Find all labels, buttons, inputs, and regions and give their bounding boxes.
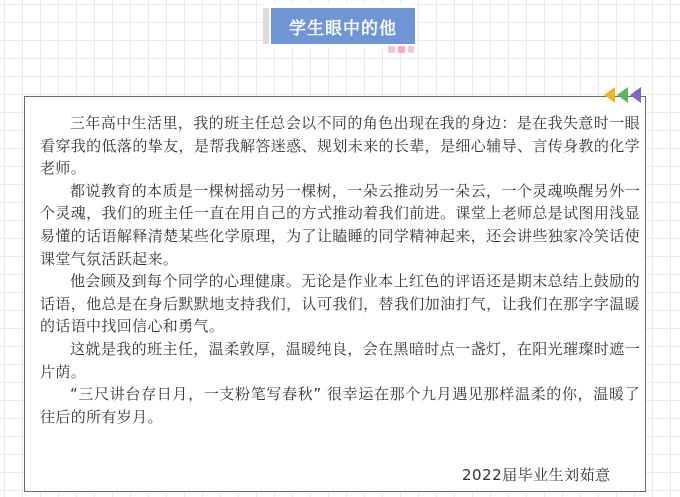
paragraph: 三年高中生活里，我的班主任总会以不同的角色出现在我的身边：是在我失意时一眼看穿我的低落的挚友，是帮我解答迷惑、规划未来的长辈，是细心辅导、言传身教的化学老师。 xyxy=(40,114,640,178)
arrow-decoration-icon xyxy=(603,86,647,104)
paragraph: 都说教育的本质是一棵树摇动另一棵树，一朵云推动另一朵云，一个灵魂唤醒另外一个灵魂，我们的班主任一直在用自己的方式推动着我们前进。课堂上老师总是试图用浅显易懂的话语解释清楚某些化学原理，为了让瞌睡的同学精神起来，还会讲些独家冷笑话使课堂气氛活跃起来。 xyxy=(40,181,640,268)
paragraph: “三尺讲台存日月，一支粉笔写春秋” 很幸运在那个九月遇见那样温柔的你，温暖了往后的所有岁月。 xyxy=(40,385,640,426)
arrow-purple-icon xyxy=(630,87,641,103)
page-title: 学生眼中的他 xyxy=(271,8,415,44)
title-accent-bar xyxy=(263,8,269,44)
arrow-yellow-icon xyxy=(604,87,615,103)
article-body xyxy=(40,112,640,428)
signature: 2022届毕业生刘茹意 xyxy=(462,466,611,484)
title-banner xyxy=(263,4,415,48)
arrow-green-icon xyxy=(617,87,628,103)
paragraph: 这就是我的班主任，温柔敦厚，温暖纯良，会在黑暗时点一盏灯，在阳光璀璨时遮一片荫。 xyxy=(40,339,640,381)
paragraph: 他会顾及到每个同学的心理健康。无论是作业本上红色的评语还是期末总结上鼓励的话语，他总是在身后默默地支持我们，认可我们，替我们加油打气，让我们在那字字温暖的话语中找回信心和勇气。 xyxy=(40,272,640,336)
